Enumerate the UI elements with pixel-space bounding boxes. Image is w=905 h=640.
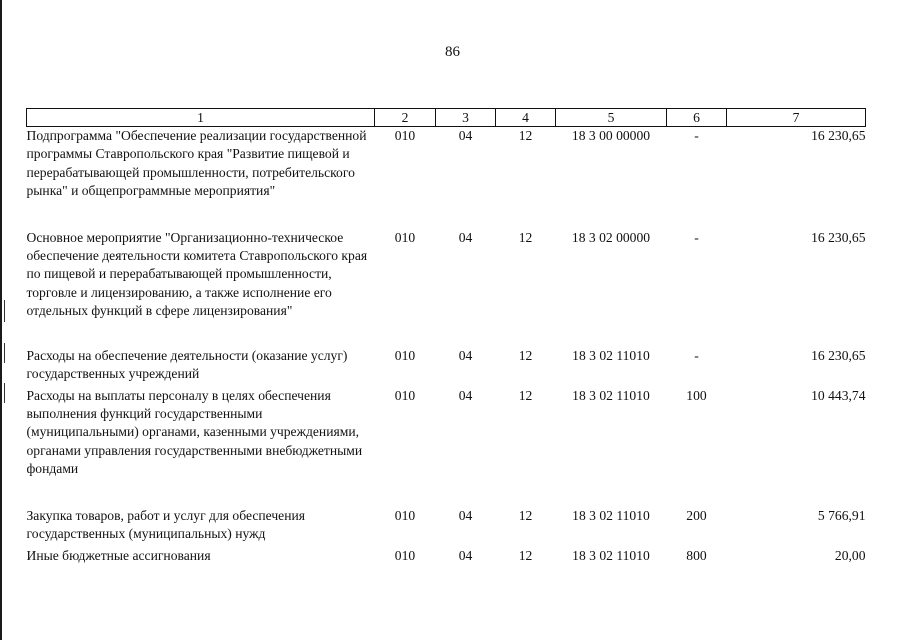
column-header: 1	[27, 109, 375, 127]
table-header-row	[27, 109, 866, 127]
expense-type-code: 800	[686, 547, 707, 563]
expense-type-code: 100	[686, 387, 707, 403]
amount: 20,00	[834, 547, 866, 563]
subsection-code: 12	[518, 347, 533, 363]
column-header: 3	[436, 109, 496, 127]
target-article-code: 18 3 02 11010	[572, 547, 650, 563]
target-article-code: 18 3 00 00000	[571, 128, 651, 143]
budget-table	[26, 108, 866, 571]
column-header: 5	[556, 109, 667, 127]
page-number: 86	[445, 44, 460, 60]
ministry-code: 010	[394, 347, 416, 363]
target-article-code: 18 3 02 11010	[572, 387, 650, 403]
scan-mark	[4, 300, 5, 322]
ministry-code: 010	[394, 128, 416, 143]
table-row	[27, 507, 866, 547]
scan-mark	[4, 343, 5, 363]
column-header: 4	[496, 109, 556, 127]
table-row	[27, 229, 866, 347]
table-row	[27, 127, 866, 229]
expense-type-code: 200	[686, 507, 707, 523]
expense-type-code: -	[694, 229, 699, 245]
section-code: 04	[458, 347, 473, 363]
scan-border-line	[0, 0, 2, 640]
row-name: Расходы на выплаты персоналу в целях обеспечения выполнения функций государственными (муниципальными) органами, казенными учреждениями, органами управления государственными внебюджетными фондами	[26, 387, 363, 477]
amount: 16 230,65	[811, 347, 866, 363]
row-name: Расходы на обеспечение деятельности (оказание услуг) государственных учреждений	[26, 347, 348, 381]
scan-mark	[4, 383, 5, 403]
column-header: 7	[727, 109, 866, 127]
column-header: 6	[667, 109, 727, 127]
target-article-code: 18 3 02 11010	[572, 347, 650, 363]
table-row	[27, 387, 866, 507]
expense-type-code: -	[694, 347, 699, 363]
section-code: 04	[458, 229, 473, 245]
amount: 10 443,74	[811, 387, 866, 403]
section-code: 04	[458, 128, 473, 143]
ministry-code: 010	[394, 547, 416, 563]
row-name: Подпрограмма "Обеспечение реализации государственной программы Ставропольского края "Развитие пищевой и перерабатывающей промышленности, потребительского рынка" и общепрограммные мероприятия"	[26, 128, 367, 199]
subsection-code: 12	[518, 547, 533, 563]
expense-type-code: -	[694, 128, 699, 143]
subsection-code: 12	[518, 229, 533, 245]
subsection-code: 12	[518, 507, 533, 523]
section-code: 04	[458, 507, 473, 523]
subsection-code: 12	[518, 387, 533, 403]
row-name: Основное мероприятие "Организационно-техническое обеспечение деятельности комитета Ставропольского края по пищевой и перерабатывающей промышленности, торговле и лицензированию, а также исполнение его отдельных функций в сфере лицензирования"	[26, 229, 368, 319]
target-article-code: 18 3 02 11010	[572, 507, 650, 523]
amount: 5 766,91	[817, 507, 866, 523]
ministry-code: 010	[394, 507, 416, 523]
section-code: 04	[458, 387, 473, 403]
row-name: Иные бюджетные ассигнования	[26, 547, 211, 563]
column-header: 2	[375, 109, 436, 127]
subsection-code: 12	[518, 128, 533, 143]
amount: 16 230,65	[811, 128, 866, 143]
row-name: Закупка товаров, работ и услуг для обеспечения государственных (муниципальных) нужд	[26, 507, 305, 541]
table-row	[27, 347, 866, 387]
ministry-code: 010	[394, 229, 416, 245]
ministry-code: 010	[394, 387, 416, 403]
table-row	[27, 547, 866, 571]
amount: 16 230,65	[811, 229, 866, 245]
section-code: 04	[458, 547, 473, 563]
target-article-code: 18 3 02 00000	[571, 229, 651, 245]
